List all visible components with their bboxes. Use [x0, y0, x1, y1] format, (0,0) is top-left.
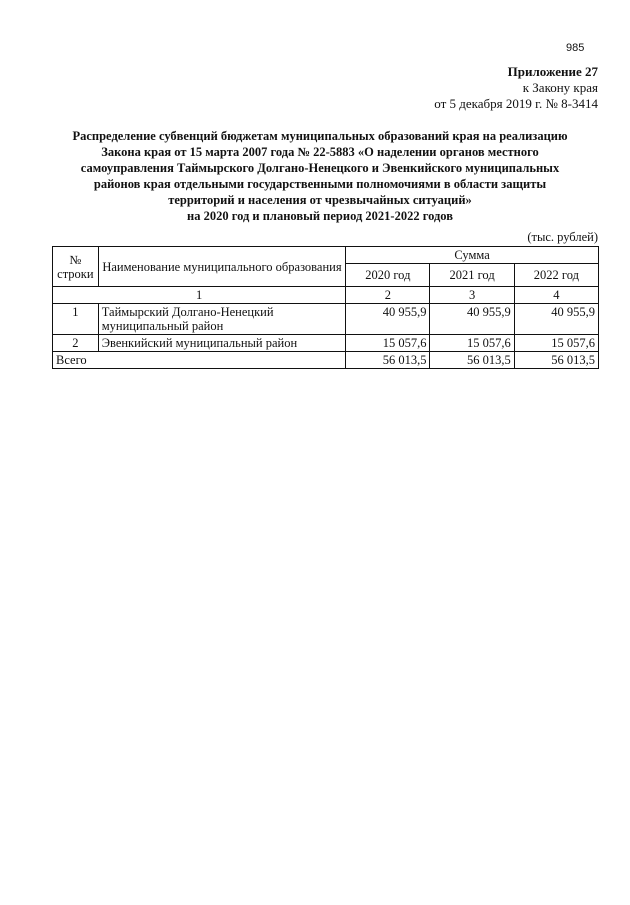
row-value-2020: 15 057,6 [346, 335, 430, 352]
row-value-2021: 40 955,9 [430, 304, 514, 335]
row-number: 2 [53, 335, 99, 352]
row-value-2021: 15 057,6 [430, 335, 514, 352]
page-number: 985 [566, 42, 585, 54]
table-row [53, 335, 599, 352]
header-year-2022: 2022 год [514, 264, 598, 287]
column-number-4: 4 [514, 287, 598, 304]
title-line: самоуправления Таймырского Долгано-Ненецкого и Эвенкийского муниципальных [80, 161, 560, 175]
header-no-word: строки [57, 266, 94, 281]
row-name-line: муниципальный район [101, 319, 224, 333]
subvention-table [52, 246, 599, 369]
header-name: Наименование муниципального образования [98, 247, 345, 287]
total-value-2022: 56 013,5 [514, 352, 598, 369]
title-line: территорий и населения от чрезвычайных ситуаций» [168, 193, 472, 207]
row-number: 1 [53, 304, 99, 335]
appendix-date-line: от 5 декабря 2019 г. № 8-3414 [434, 96, 598, 111]
header-year-2021: 2021 год [430, 264, 514, 287]
table-row [53, 304, 599, 335]
column-number-3: 3 [430, 287, 514, 304]
title-line: Закона края от 15 марта 2007 года № 22-5883 «О наделении органов местного [101, 145, 539, 159]
appendix-title: Приложение 27 [507, 64, 598, 79]
row-value-2022: 40 955,9 [514, 304, 598, 335]
appendix-law-line: к Закону края [522, 80, 598, 95]
column-numbers-row [53, 287, 599, 304]
header-row-number [53, 247, 99, 287]
total-row [53, 352, 599, 369]
title-line: Распределение субвенций бюджетам муниципальных образований края на реализацию [72, 129, 568, 143]
row-value-2022: 15 057,6 [514, 335, 598, 352]
total-value-2020: 56 013,5 [346, 352, 430, 369]
row-name [98, 304, 345, 335]
total-label: Всего [53, 352, 346, 369]
units-label: (тыс. рублей) [527, 230, 598, 244]
title-line: районов края отдельными государственными полномочиями в области защиты [93, 177, 547, 191]
column-number-2: 2 [346, 287, 430, 304]
row-value-2020: 40 955,9 [346, 304, 430, 335]
table-header-row [53, 247, 599, 264]
row-name: Эвенкийский муниципальный район [98, 335, 345, 352]
header-year-2020: 2020 год [346, 264, 430, 287]
appendix-reference [434, 64, 598, 112]
header-sum: Сумма [346, 247, 599, 264]
column-number-1: 1 [53, 287, 346, 304]
header-no-symbol: № [69, 252, 82, 267]
row-name-line: Таймырский Долгано-Ненецкий [101, 305, 274, 319]
document-title [40, 128, 600, 224]
total-value-2021: 56 013,5 [430, 352, 514, 369]
title-line: на 2020 год и плановый период 2021-2022 годов [187, 209, 453, 223]
